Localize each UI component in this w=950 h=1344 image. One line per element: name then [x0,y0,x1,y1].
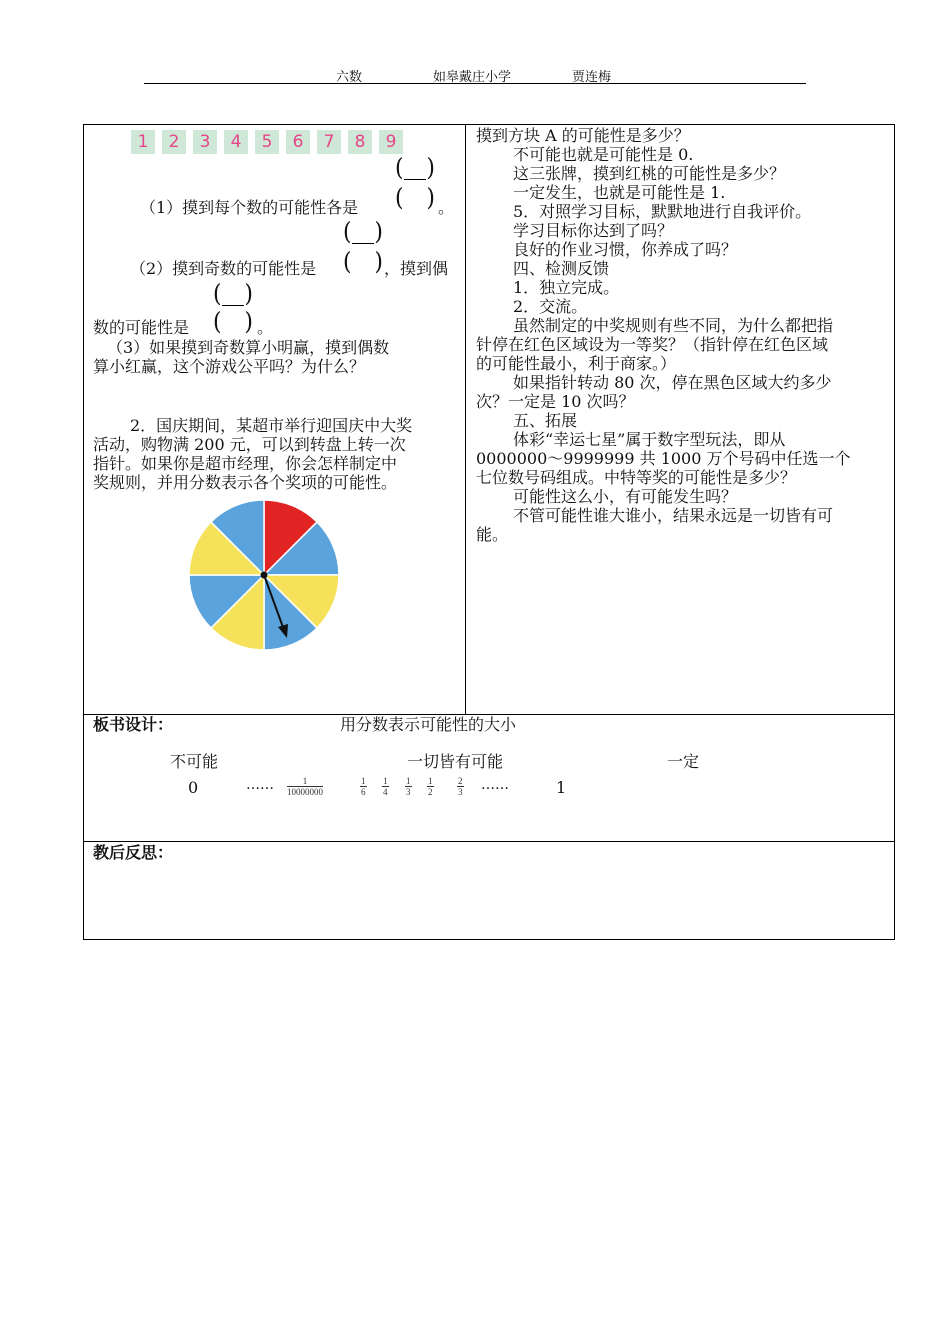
right-text-line: 如果指针转动 80 次，停在黑色区域大约多少 [513,373,832,392]
right-text-line: 0000000～9999999 共 1000 万个号码中任选一个 [476,449,851,468]
number-card: 8 [348,130,372,154]
ellipsis: …… [246,777,274,793]
board-title: 用分数表示可能性的大小 [340,715,517,734]
question-2b: ，摸到偶 [384,259,449,278]
header-grade: 六数 [336,70,363,85]
label-impossible: 不可能 [170,752,219,771]
number-card: 5 [255,130,279,154]
reflection-label: 教后反思： [93,843,174,862]
right-text-line: 良好的作业习惯，你养成了吗？ [513,240,738,259]
right-text-line: 四、检测反馈 [513,259,610,278]
problem-2-line: 活动，购物满 200 元，可以到转盘上转一次 [93,435,406,454]
blank-numerator: ( ) [213,280,253,309]
number-card: 3 [193,130,217,154]
right-text-line: 2．交流。 [513,297,588,316]
value-one: 1 [556,778,567,797]
spinner-wheel [186,497,342,653]
number-card: 1 [131,130,155,154]
fraction: $\frac{1}{3}$ [406,776,411,797]
fraction: $\frac{1}{6}$ [361,776,366,797]
right-text-line: 虽然制定的中奖规则有些不同，为什么都把指 [513,316,834,335]
value-zero: 0 [188,778,199,797]
number-card: 9 [379,130,403,154]
blank-denominator: ( ) [395,184,435,213]
blank-denominator: ( ) [343,248,383,277]
right-text-line: 1．独立完成。 [513,278,620,297]
right-text-line: 针停在红色区域设为一等奖？（指针停在红色区域 [476,335,829,354]
ellipsis: …… [481,777,509,793]
right-text-line: 七位数号码组成。中特等奖的可能性是多少？ [476,468,797,487]
right-text-line: 能。 [476,525,509,544]
question-3b: 算小红赢，这个游戏公平吗？为什么？ [93,357,366,376]
board-label: 板书设计： [93,715,174,734]
fraction: $\frac{1}{2}$ [428,776,433,797]
question-2c: 数的可能性是 [93,318,190,337]
blank-denominator: ( ) [213,308,253,337]
right-text-line: 不管可能性谁大谁小，结果永远是一切皆有可 [513,506,834,525]
right-text-line: 次？一定是 10 次吗？ [476,392,635,411]
question-2a: （2）摸到奇数的可能性是 [130,259,317,278]
question-1: （1）摸到每个数的可能性各是 [140,198,359,217]
right-text-line: 5．对照学习目标，默默地进行自我评价。 [513,202,812,221]
row-divider-reflection [84,841,894,842]
question-1-end: 。 [438,198,455,217]
blank-numerator: ( ) [395,154,435,183]
header-teacher: 贾连梅 [572,70,612,85]
right-text-line: 学习目标你达到了吗？ [513,221,674,240]
right-text-line: 体彩“幸运七星”属于数字型玩法，即从 [513,430,786,449]
question-3a: （3）如果摸到奇数算小明赢，摸到偶数 [107,338,390,357]
right-text-line: 的可能性最小，利于商家。） [476,354,677,373]
number-card: 4 [224,130,248,154]
label-certain: 一定 [667,752,700,771]
question-2-end: 。 [257,318,274,337]
right-text-line: 这三张牌，摸到红桃的可能性是多少？ [513,164,786,183]
right-text-line: 五、拓展 [513,411,578,430]
header-school: 如皋戴庄小学 [433,70,512,85]
right-text-line: 一定发生，也就是可能性是 1. [513,183,726,202]
header-rule [144,83,806,84]
number-card: 2 [162,130,186,154]
fraction: $\frac{1}{10000000}$ [287,776,323,797]
problem-2-line: 奖规则，并用分数表示各个奖项的可能性。 [93,473,398,492]
number-card: 7 [317,130,341,154]
number-card: 6 [286,130,310,154]
fraction: $\frac{1}{4}$ [383,776,388,797]
right-text-line: 摸到方块 A 的可能性是多少？ [476,126,690,145]
spinner-hub [261,572,268,579]
column-divider [465,125,466,714]
blank-numerator: ( ) [343,218,383,247]
fraction: $\frac{2}{3}$ [458,776,463,797]
right-text-line: 不可能也就是可能性是 0. [513,145,694,164]
problem-2-line: 指针。如果你是超市经理，你会怎样制定中 [93,454,398,473]
label-everything-possible: 一切皆有可能 [407,752,504,771]
right-text-line: 可能性这么小，有可能发生吗？ [513,487,738,506]
problem-2-line: 2．国庆期间，某超市举行迎国庆中大奖 [130,416,413,435]
